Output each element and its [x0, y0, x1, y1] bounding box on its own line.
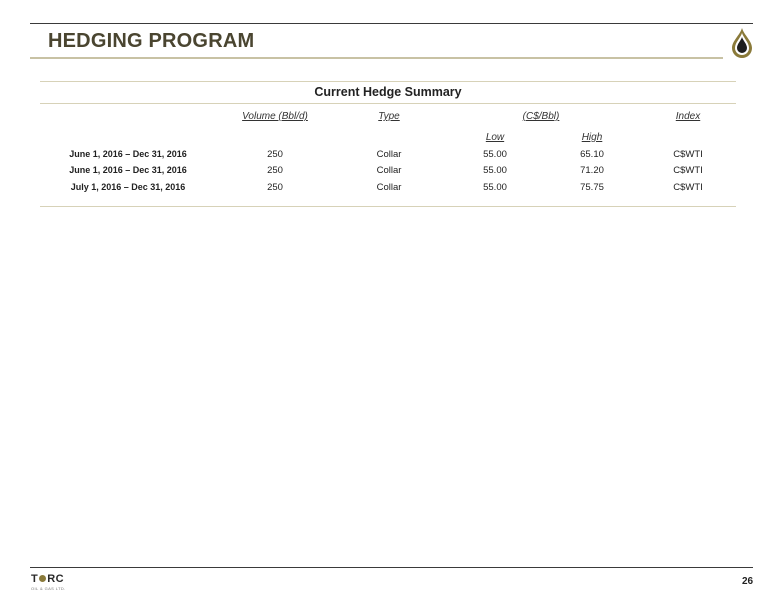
table-rule-mid — [40, 103, 736, 104]
header-high: High — [581, 132, 603, 143]
cell-period: June 1, 2016 – Dec 31, 2016 — [69, 149, 187, 159]
table-title: Current Hedge Summary — [314, 85, 462, 99]
cell-high: 65.10 — [580, 149, 604, 160]
cell-index: C$WTI — [673, 149, 703, 160]
header-low: Low — [485, 132, 505, 143]
cell-high: 71.20 — [580, 165, 604, 176]
cell-period: June 1, 2016 – Dec 31, 2016 — [69, 165, 187, 175]
top-rule — [30, 23, 753, 24]
header-index: Index — [675, 111, 701, 122]
cell-volume: 250 — [267, 182, 283, 193]
cell-low: 55.00 — [483, 182, 507, 193]
header-price: (C$/Bbl) — [522, 111, 560, 122]
torc-logo-left: T — [31, 573, 39, 585]
torc-logo-dot-icon — [39, 575, 46, 582]
title-rule — [30, 57, 723, 59]
cell-low: 55.00 — [483, 165, 507, 176]
cell-volume: 250 — [267, 149, 283, 160]
cell-volume: 250 — [267, 165, 283, 176]
torc-logo — [31, 573, 64, 585]
oil-drop-logo-icon — [730, 27, 754, 59]
header-type: Type — [378, 111, 400, 122]
table-rule-bottom — [40, 206, 736, 207]
torc-logo-subtext: OIL & GAS LTD. — [31, 586, 66, 591]
cell-type: Collar — [376, 149, 402, 160]
table-rule-top — [40, 81, 736, 82]
cell-low: 55.00 — [483, 149, 507, 160]
cell-index: C$WTI — [673, 182, 703, 193]
cell-period: July 1, 2016 – Dec 31, 2016 — [70, 182, 186, 192]
cell-high: 75.75 — [580, 182, 604, 193]
torc-logo-right: RC — [47, 573, 65, 585]
page-title: HEDGING PROGRAM — [48, 30, 255, 52]
bottom-rule — [30, 567, 753, 568]
cell-index: C$WTI — [673, 165, 703, 176]
cell-type: Collar — [376, 182, 402, 193]
page-number: 26 — [742, 576, 754, 587]
header-volume: Volume (Bbl/d) — [242, 111, 308, 122]
cell-type: Collar — [376, 165, 402, 176]
